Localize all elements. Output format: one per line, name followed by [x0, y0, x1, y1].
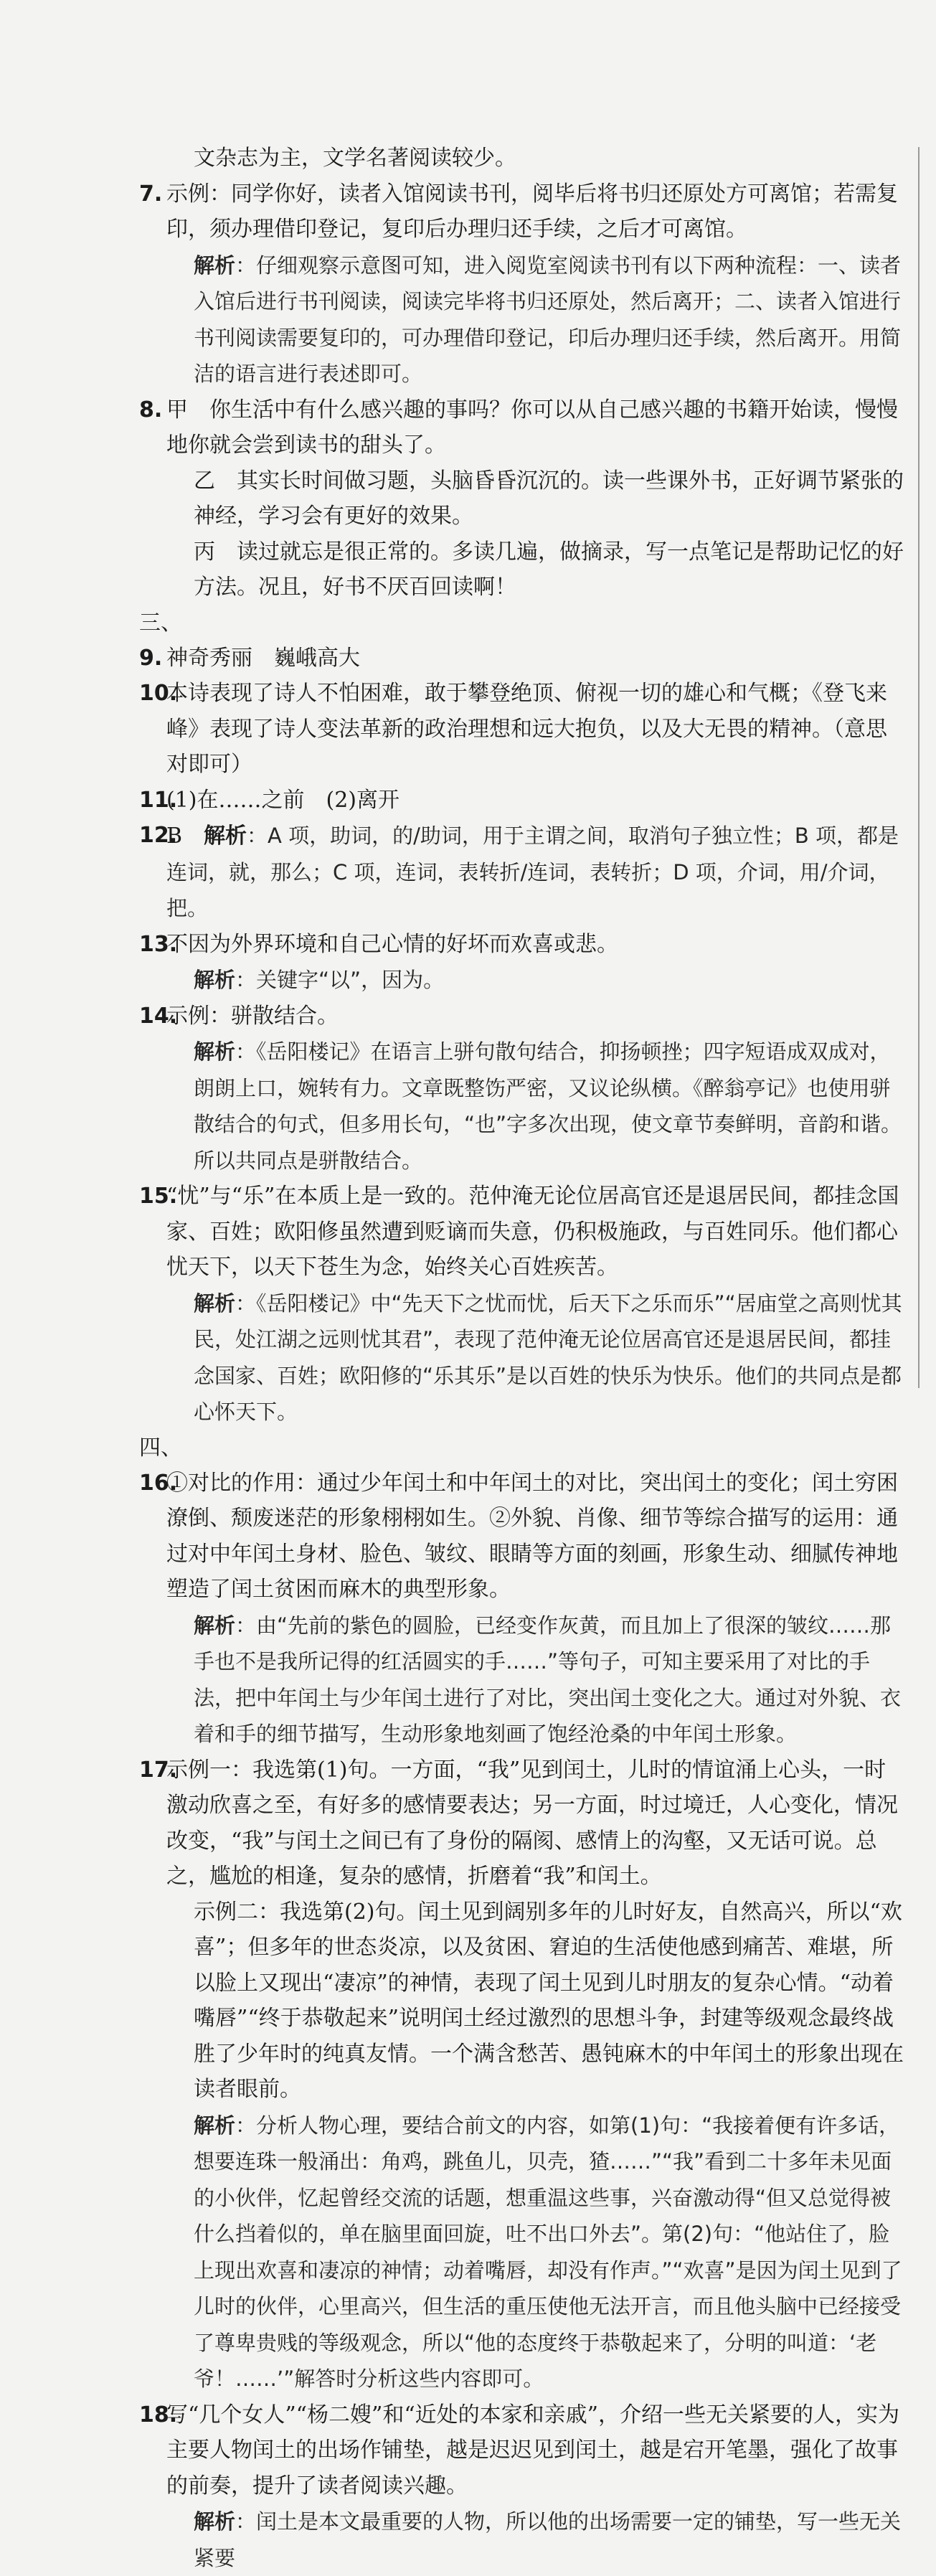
answer-item — [139, 176, 907, 247]
text-paragraph — [166, 534, 907, 605]
item-text: 不因为外界环境和自己心情的好坏而欢喜或悲。 — [166, 931, 618, 957]
item-text: (1)在……之前 (2)离开 — [166, 787, 400, 813]
answer-item — [139, 641, 907, 676]
analysis-label: 解析 — [204, 824, 247, 849]
analysis-paragraph — [166, 962, 907, 999]
item-number: 15. — [139, 1184, 178, 1209]
item-number: 7. — [139, 181, 163, 207]
column-divider — [918, 147, 920, 1388]
analysis-text: ：闰土是本文最重要的人物，所以他的出场需要一定的铺垫，写一些无关紧要 — [194, 2509, 902, 2570]
text-paragraph — [166, 463, 907, 534]
item-text: 示例：同学你好，读者入馆阅读书刊，阅毕后将书归还原处方可离馆；若需复印，须办理借印登记，复印后办理归还手续，之后才可离馆。 — [166, 181, 898, 242]
item-text: “忧”与“乐”在本质上是一致的。范仲淹无论位居高官还是退居民间，都挂念国家、百姓；欧阳修虽然遭到贬谪而失意，仍积极施政，与百姓同乐。他们都心忧天下，以天下苍生为念，始终关心百姓疾苦。 — [166, 1184, 899, 1280]
analysis-paragraph — [166, 247, 907, 392]
item-number: 12. — [139, 823, 178, 848]
analysis-text: ：《岳阳楼记》中“先天下之忧而忧，后天下之乐而乐”“居庙堂之高则忧其民，处江湖之远则忧其君”，表现了范仲淹无论位居高官还是退居民间，都挂念国家、百姓；欧阳修的“乐其乐”是以百姓的快乐为快乐。他们的共同点是都心怀天下。 — [194, 1291, 902, 1424]
section-label: 四、 — [139, 1435, 182, 1461]
answer-item — [139, 392, 907, 463]
item-text: 示例：骈散结合。 — [166, 1003, 339, 1029]
analysis-text: ：仔细观察示意图可知，进入阅览室阅读书刊有以下两种流程：一、读者入馆后进行书刊阅读，阅读完毕将书归还原处，然后离开；二、读者入馆进行书刊阅读需要复印的，可办理借印登记，印后办理归还手续，然后离开。用简洁的语言进行表述即可。 — [194, 253, 902, 386]
analysis-paragraph — [166, 2504, 907, 2576]
paragraph-text: 文杂志为主，文学名著阅读较少。 — [194, 146, 516, 171]
item-number: 18. — [139, 2402, 178, 2428]
answer-item — [139, 783, 907, 818]
answer-item — [139, 927, 907, 963]
item-text: 写“几个女人”“杨二嫂”和“近处的本家和亲戚”，介绍一些无关紧要的人，实为主要人物闰土的出场作铺垫，越是迟迟见到闰土，越是宕开笔墨，强化了故事的前奏，提升了读者阅读兴趣。 — [166, 2402, 900, 2499]
item-text: 本诗表现了诗人不怕困难，敢于攀登绝顶、俯视一切的雄心和气概；《登飞来峰》表现了诗人变法革新的政治理想和远大抱负，以及大无畏的精神。（意思对即可） — [166, 681, 887, 777]
section-heading — [139, 1430, 907, 1466]
item-number: 10. — [139, 681, 178, 706]
answer-item — [139, 2397, 907, 2504]
paragraph-text: 示例二：我选第(2)句。闰土见到阔别多年的儿时好友，自然高兴，所以“欢喜”；但多年的世态炎凉，以及贫困、窘迫的生活使他感到痛苦、难堪，所以脸上又现出“凄凉”的神情，表现了闰土见到儿时朋友的复杂心情。“动着嘴唇”“终于恭敬起来”说明闰土经过激烈的思想斗争，封建等级观念最终战胜了少年时的纯真友情。一个满含愁苦、愚钝麻木的中年闰土的形象出现在读者眼前。 — [194, 1899, 904, 2102]
section-label: 三、 — [139, 610, 182, 636]
analysis-text: ：A 项，助词，的/助词，用于主谓之间，取消句子独立性；B 项，都是连词，就，那么；C 项，连词，表转折/连词，表转折；D 项，介词，用/介词，把。 — [166, 824, 899, 920]
text-paragraph — [166, 141, 907, 176]
answer-item — [139, 1466, 907, 1608]
answer-item — [139, 1179, 907, 1285]
answer-item — [139, 818, 907, 927]
analysis-text: ：分析人物心理，要结合前文的内容，如第(1)句：“我接着便有许多话，想要连珠一般涌出：角鸡，跳鱼儿，贝壳，猹……”“我”看到二十多年未见面的小伙伴，忆起曾经交流的话题，想重温这些事，兴奋激动得“但又总觉得被什么挡着似的，单在脑里面回旋，吐不出口外去”。第(2)句：“他站住了，脸上现出欢喜和凄凉的神情；动着嘴唇，却没有作声。”“欢喜”是因为闰土见到了儿时的伙伴，心里高兴，但生活的重压使他无法开言，而且他头脑中已经接受了尊卑贵贱的等级观念，所以“他的态度终于恭敬起来了，分明的叫道：‘老爷！……’”解答时分析这些内容即可。 — [194, 2113, 902, 2391]
analysis-label: 解析 — [194, 968, 236, 992]
analysis-paragraph — [166, 1608, 907, 1752]
item-text: 示例一：我选第(1)句。一方面，“我”见到闰土，儿时的情谊涌上心头，一时激动欣喜之至，有好多的感情要表达；另一方面，时过境迁，人心变化，情况改变，“我”与闰土之间已有了身份的隔阂、感情上的沟壑，又无话可说。总之，尴尬的相逢，复杂的感情，折磨着“我”和闰土。 — [166, 1757, 898, 1889]
answer-item — [139, 999, 907, 1034]
section-heading — [139, 605, 907, 641]
analysis-paragraph — [166, 1285, 907, 1430]
item-number: 17. — [139, 1757, 178, 1783]
item-number: 13. — [139, 931, 178, 957]
answer-item — [139, 1752, 907, 1895]
analysis-label: 解析 — [194, 1291, 236, 1316]
paragraph-text: 丙 读过就忘是很正常的。多读几遍，做摘录，写一点笔记是帮助记忆的好方法。况且，好书不厌百回读啊！ — [194, 539, 904, 600]
analysis-text: ：由“先前的紫色的圆脸，已经变作灰黄，而且加上了很深的皱纹……那手也不是我所记得的红活圆实的手……”等句子，可知主要采用了对比的手法，把中年闰土与少年闰土进行了对比，突出闰土变化之大。通过对外貌、衣着和手的细节描写，生动形象地刻画了饱经沧桑的中年闰土形象。 — [194, 1613, 902, 1746]
item-text: 神奇秀丽 巍峨高大 — [166, 645, 360, 671]
item-text: ①对比的作用：通过少年闰土和中年闰土的对比，突出闰土的变化；闰土穷困潦倒、颓废迷茫的形象栩栩如生。②外貌、肖像、细节等综合描写的运用：通过对中年闰土身材、脸色、皱纹、眼睛等方面的刻画，形象生动、细腻传神地塑造了闰土贫困而麻木的典型形象。 — [166, 1470, 898, 1602]
analysis-label: 解析 — [194, 2113, 236, 2138]
analysis-label: 解析 — [194, 2509, 236, 2534]
analysis-text: ：关键字“以”，因为。 — [235, 968, 445, 992]
item-number: 11. — [139, 787, 178, 813]
item-number: 16. — [139, 1470, 178, 1496]
item-number: 8. — [139, 397, 163, 423]
analysis-label: 解析 — [194, 253, 236, 278]
item-number: 14. — [139, 1003, 178, 1029]
answer-content — [139, 141, 907, 2576]
analysis-paragraph — [166, 2108, 907, 2397]
analysis-label: 解析 — [194, 1039, 236, 1064]
item-number: 9. — [139, 645, 163, 671]
analysis-text: ：《岳阳楼记》在语言上骈句散句结合，抑扬顿挫；四字短语成双成对，朗朗上口，婉转有力。文章既整饬严密，又议论纵横。《醉翁亭记》也使用骈散结合的句式，但多用长句，“也”字多次出现，使文章节奏鲜明，音韵和谐。所以共同点是骈散结合。 — [194, 1039, 902, 1173]
paragraph-text: 乙 其实长时间做习题，头脑昏昏沉沉的。读一些课外书，正好调节紧张的神经，学习会有更好的效果。 — [194, 468, 904, 529]
item-text: 甲 你生活中有什么感兴趣的事吗？你可以从自己感兴趣的书籍开始读，慢慢地你就会尝到读书的甜头了。 — [166, 397, 898, 458]
analysis-paragraph — [166, 1034, 907, 1179]
answer-item — [139, 676, 907, 783]
analysis-label: 解析 — [194, 1613, 236, 1638]
item-answer: B — [166, 824, 204, 849]
text-paragraph — [166, 1895, 907, 2108]
